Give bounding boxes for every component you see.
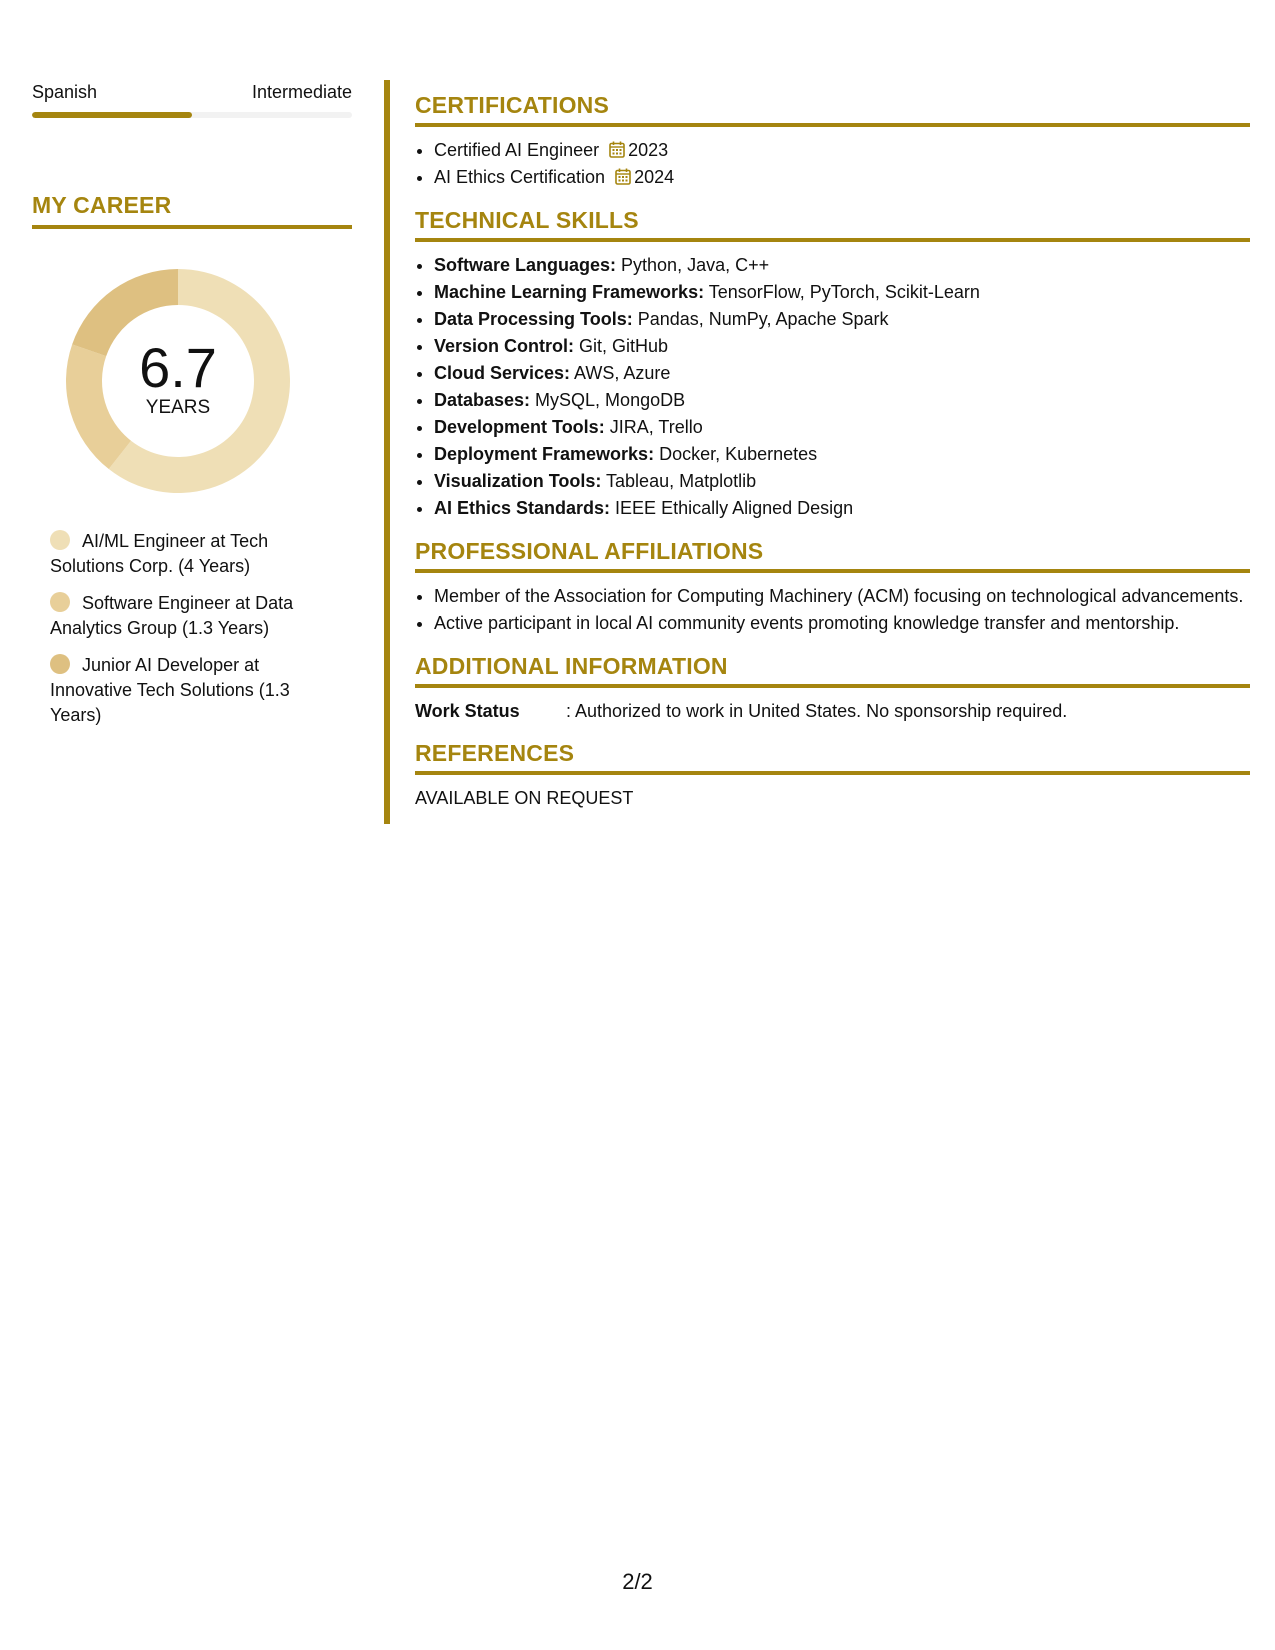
- skill-values: JIRA, Trello: [604, 417, 703, 437]
- skill-item: [434, 387, 1250, 414]
- career-legend: [32, 529, 320, 728]
- skill-category: Data Processing Tools:: [434, 309, 633, 329]
- calendar-icon: [615, 168, 631, 185]
- donut-center: [66, 269, 290, 493]
- work-status-row: [415, 698, 1250, 724]
- language-level: Intermediate: [251, 82, 352, 102]
- career-total-value: 6.7: [139, 336, 217, 399]
- skill-item: [434, 333, 1250, 360]
- skill-values: Docker, Kubernetes: [654, 444, 818, 464]
- skill-item: [434, 252, 1250, 279]
- skill-values: Python, Java, C++: [616, 255, 770, 275]
- skill-category: Machine Learning Frameworks:: [434, 282, 705, 302]
- certifications-list: [415, 137, 1250, 191]
- skill-category: AI Ethics Standards:: [434, 498, 611, 518]
- language-proficiency-bar: [32, 112, 352, 118]
- page-number: 2/2: [622, 1569, 653, 1594]
- affiliation-item: • Member of the Association for Computing Machinery (ACM) focusing on technological advancements.: [434, 583, 1250, 610]
- skill-category: Version Control:: [434, 336, 575, 356]
- certification-item: [434, 164, 1250, 191]
- additional-info-section: [415, 653, 1250, 724]
- affiliations-section: [415, 538, 1250, 637]
- references-text: AVAILABLE ON REQUEST: [415, 788, 634, 808]
- legend-dot-icon: [50, 592, 70, 612]
- additional-info-title: ADDITIONAL INFORMATION: [415, 653, 1250, 688]
- language-name: Spanish: [32, 82, 98, 102]
- skill-category: Software Languages:: [434, 255, 617, 275]
- skill-category: Development Tools:: [434, 417, 605, 437]
- skill-item: [434, 306, 1250, 333]
- calendar-icon: [609, 141, 625, 158]
- certification-year: 2023: [628, 140, 669, 160]
- skill-item: [434, 441, 1250, 468]
- skill-item: [434, 495, 1250, 522]
- legend-item: [50, 591, 320, 641]
- technical-skills-section: [415, 207, 1250, 522]
- legend-label: AI/ML Engineer at Tech Solutions Corp. (4 Years): [50, 531, 269, 576]
- column-divider: [384, 80, 390, 824]
- language-proficiency-fill: [32, 112, 192, 118]
- affiliations-list: [415, 583, 1250, 637]
- certifications-title: CERTIFICATIONS: [415, 92, 1250, 127]
- skill-values: Git, GitHub: [574, 336, 669, 356]
- skill-values: Pandas, NumPy, Apache Spark: [632, 309, 889, 329]
- legend-label: Junior AI Developer at Innovative Tech Solutions (1.3 Years): [50, 655, 290, 725]
- technical-skills-title: TECHNICAL SKILLS: [415, 207, 1250, 242]
- skill-category: Cloud Services:: [434, 363, 571, 383]
- legend-label: Software Engineer at Data Analytics Group (1.3 Years): [50, 593, 294, 638]
- references-title: REFERENCES: [415, 740, 1250, 775]
- skill-values: AWS, Azure: [570, 363, 671, 383]
- right-column: [415, 92, 1250, 827]
- career-section-title: MY CAREER: [32, 192, 352, 229]
- technical-skills-list: [415, 252, 1250, 522]
- skill-category: Deployment Frameworks:: [434, 444, 655, 464]
- work-status-label: Work Status: [415, 701, 520, 721]
- language-row: [32, 80, 352, 104]
- certifications-section: [415, 92, 1250, 191]
- skill-item: [434, 360, 1250, 387]
- left-column: [32, 80, 352, 740]
- career-total-unit: YEARS: [145, 397, 211, 418]
- certification-year: 2024: [634, 167, 675, 187]
- career-donut-chart: [66, 269, 290, 493]
- legend-item: [50, 529, 320, 579]
- affiliation-item: • Active participant in local AI community events promoting knowledge transfer and mentorship.: [434, 610, 1250, 637]
- certification-name: Certified AI Engineer: [434, 140, 600, 160]
- certification-name: AI Ethics Certification: [434, 167, 606, 187]
- skill-values: IEEE Ethically Aligned Design: [610, 498, 854, 518]
- affiliations-title: PROFESSIONAL AFFILIATIONS: [415, 538, 1250, 573]
- references-section: [415, 740, 1250, 811]
- skill-item: [434, 414, 1250, 441]
- certification-item: [434, 137, 1250, 164]
- legend-item: [50, 653, 320, 728]
- skill-values: TensorFlow, PyTorch, Scikit-Learn: [704, 282, 980, 302]
- skill-values: Tableau, Matplotlib: [601, 471, 757, 491]
- skill-category: Databases:: [434, 390, 531, 410]
- legend-dot-icon: [50, 530, 70, 550]
- skill-item: [434, 279, 1250, 306]
- skill-category: Visualization Tools:: [434, 471, 602, 491]
- skill-item: [434, 468, 1250, 495]
- work-status-value: : Authorized to work in United States. No sponsorship required.: [566, 701, 1068, 721]
- legend-dot-icon: [50, 654, 70, 674]
- skill-values: MySQL, MongoDB: [530, 390, 686, 410]
